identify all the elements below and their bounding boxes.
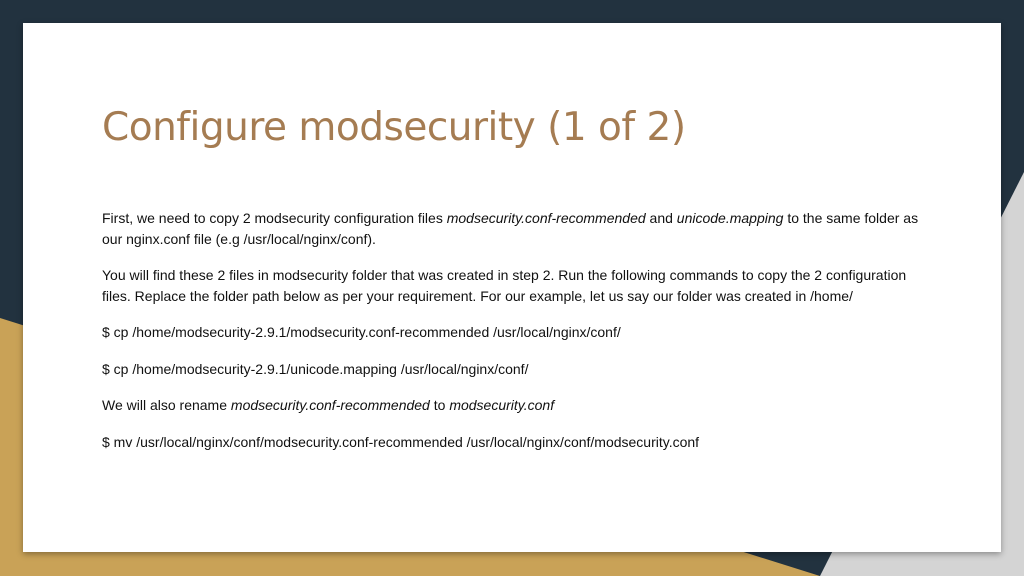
paragraph-copy-files (102, 208, 922, 249)
slide-title: Configure modsecurity (1 of 2) (102, 105, 686, 150)
para1-italic-conf: modsecurity.conf-recommended (446, 210, 646, 226)
paragraph-find-files: You will find these 2 files in modsecurity folder that was created in step 2. Run the following commands to copy the 2 configuration files. Replace the folder path below as per your requirement. For our example, let us say our folder was created in /home/ (102, 267, 907, 304)
paragraph-rename (102, 395, 922, 416)
para1-text-1: First, we need to copy 2 modsecurity configuration files (102, 210, 443, 226)
para1-text-3: to the same folder as our nginx.conf file (e.g /usr/local/nginx/conf). (102, 210, 919, 247)
slide-body (102, 208, 922, 468)
slide-card (23, 23, 1001, 552)
para1-italic-mapping: unicode.mapping (676, 210, 784, 226)
command-rename: $ mv /usr/local/nginx/conf/modsecurity.conf-recommended /usr/local/nginx/conf/modsecurity.conf (102, 433, 700, 450)
para1-text-2: and (649, 210, 673, 226)
para3-italic-recommended: modsecurity.conf-recommended (230, 397, 430, 413)
para3-italic-conf: modsecurity.conf (449, 397, 555, 413)
para3-text-1: We will also rename (102, 397, 228, 413)
para3-text-2: to (433, 397, 446, 413)
command-copy-conf: $ cp /home/modsecurity-2.9.1/modsecurity.conf-recommended /usr/local/nginx/conf/ (102, 324, 621, 340)
command-copy-mapping: $ cp /home/modsecurity-2.9.1/unicode.mapping /usr/local/nginx/conf/ (102, 360, 529, 377)
